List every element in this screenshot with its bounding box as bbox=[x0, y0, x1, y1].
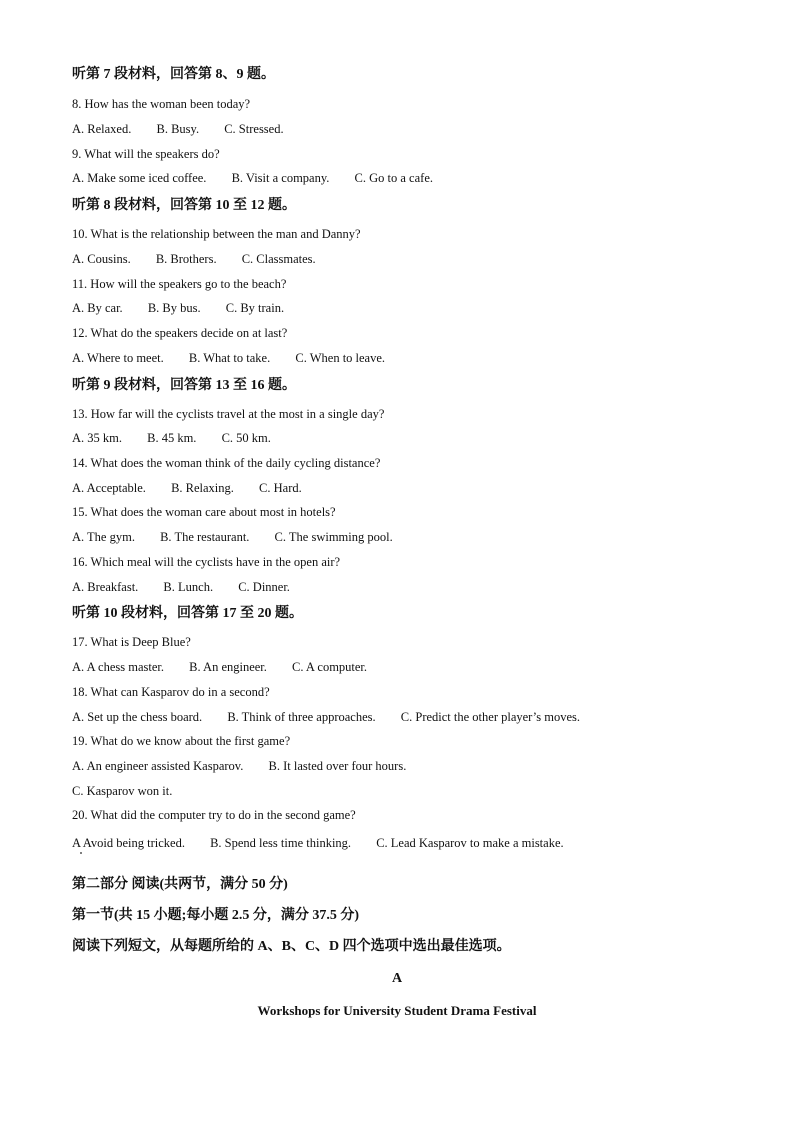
option-12c: C. When to leave. bbox=[295, 351, 386, 365]
option-17b: B. An engineer. bbox=[189, 660, 267, 674]
option-10c: C. Classmates. bbox=[241, 252, 316, 266]
question-20: 20. What did the computer try to do in the second game? bbox=[72, 808, 356, 822]
option-19b: B. It lasted over four hours. bbox=[268, 759, 407, 773]
option-15a: A. The gym. bbox=[72, 530, 135, 544]
option-16a: A. Breakfast. bbox=[72, 580, 139, 594]
option-11a: A. By car. bbox=[72, 301, 123, 315]
options-13 bbox=[72, 430, 271, 446]
option-16c: C. Dinner. bbox=[238, 580, 290, 594]
option-16b: B. Lunch. bbox=[163, 580, 214, 594]
stray-mark bbox=[80, 852, 82, 854]
options-15 bbox=[72, 529, 393, 545]
section-1-header: 第一节(共 15 小题;每小题 2.5 分，满分 37.5 分) bbox=[72, 908, 359, 923]
option-9a: A. Make some iced coffee. bbox=[72, 171, 207, 185]
option-20c: C. Lead Kasparov to make a mistake. bbox=[376, 836, 564, 850]
options-8 bbox=[72, 121, 284, 137]
option-14a: A. Acceptable. bbox=[72, 481, 146, 495]
option-13a: A. 35 km. bbox=[72, 431, 122, 445]
option-13c: C. 50 km. bbox=[221, 431, 271, 445]
question-10: 10. What is the relationship between the man and Danny? bbox=[72, 227, 361, 241]
option-20b: B. Spend less time thinking. bbox=[210, 836, 352, 850]
option-11c: C. By train. bbox=[225, 301, 285, 315]
option-19c: C. Kasparov won it. bbox=[72, 784, 173, 798]
question-13: 13. How far will the cyclists travel at the most in a single day? bbox=[72, 407, 385, 421]
options-20 bbox=[72, 835, 564, 851]
passage-title: Workshops for University Student Drama Festival bbox=[257, 1003, 537, 1018]
options-9 bbox=[72, 170, 433, 186]
option-17c: C. A computer. bbox=[292, 660, 368, 674]
question-8: 8. How has the woman been today? bbox=[72, 97, 251, 111]
reading-instruction: 阅读下列短文，从每题所给的 A、B、C、D 四个选项中选出最佳选项。 bbox=[72, 939, 511, 954]
question-12: 12. What do the speakers decide on at last? bbox=[72, 326, 288, 340]
question-11: 11. How will the speakers go to the beach? bbox=[72, 277, 287, 291]
options-16 bbox=[72, 579, 290, 595]
options-17 bbox=[72, 659, 367, 675]
section-header-7: 听第 7 段材料，回答第 8、9 题。 bbox=[72, 67, 275, 82]
option-10a: A. Cousins. bbox=[72, 252, 131, 266]
options-12 bbox=[72, 350, 385, 366]
options-18 bbox=[72, 709, 580, 725]
section-header-9: 听第 9 段材料，回答第 13 至 16 题。 bbox=[72, 378, 296, 393]
option-14c: C. Hard. bbox=[259, 481, 302, 495]
option-8b: B. Busy. bbox=[156, 122, 200, 136]
option-15c: C. The swimming pool. bbox=[274, 530, 393, 544]
options-14 bbox=[72, 480, 302, 496]
option-9c: C. Go to a cafe. bbox=[354, 171, 433, 185]
option-17a: A. A chess master. bbox=[72, 660, 165, 674]
option-12a: A. Where to meet. bbox=[72, 351, 164, 365]
options-19 bbox=[72, 758, 406, 774]
option-15b: B. The restaurant. bbox=[160, 530, 250, 544]
option-8c: C. Stressed. bbox=[224, 122, 284, 136]
question-17: 17. What is Deep Blue? bbox=[72, 635, 191, 649]
section-header-10: 听第 10 段材料，回答第 17 至 20 题。 bbox=[72, 606, 303, 621]
question-16: 16. Which meal will the cyclists have in the open air? bbox=[72, 555, 341, 569]
passage-label: A bbox=[391, 971, 403, 986]
section-header-8: 听第 8 段材料，回答第 10 至 12 题。 bbox=[72, 198, 296, 213]
question-15: 15. What does the woman care about most in hotels? bbox=[72, 505, 336, 519]
option-20a: A Avoid being tricked. bbox=[72, 836, 185, 850]
part-2-header: 第二部分 阅读(共两节，满分 50 分) bbox=[72, 877, 288, 892]
option-18b: B. Think of three approaches. bbox=[227, 710, 376, 724]
option-10b: B. Brothers. bbox=[155, 252, 217, 266]
option-18c: C. Predict the other player’s moves. bbox=[400, 710, 581, 724]
option-18a: A. Set up the chess board. bbox=[72, 710, 203, 724]
option-19a: A. An engineer assisted Kasparov. bbox=[72, 759, 244, 773]
option-11b: B. By bus. bbox=[147, 301, 201, 315]
option-12b: B. What to take. bbox=[188, 351, 271, 365]
option-14b: B. Relaxing. bbox=[171, 481, 234, 495]
option-8a: A. Relaxed. bbox=[72, 122, 132, 136]
option-13b: B. 45 km. bbox=[147, 431, 197, 445]
question-9: 9. What will the speakers do? bbox=[72, 147, 220, 161]
question-19: 19. What do we know about the first game? bbox=[72, 734, 291, 748]
question-18: 18. What can Kasparov do in a second? bbox=[72, 685, 270, 699]
option-9b: B. Visit a company. bbox=[231, 171, 330, 185]
options-11 bbox=[72, 300, 284, 316]
options-10 bbox=[72, 251, 316, 267]
question-14: 14. What does the woman think of the daily cycling distance? bbox=[72, 456, 381, 470]
